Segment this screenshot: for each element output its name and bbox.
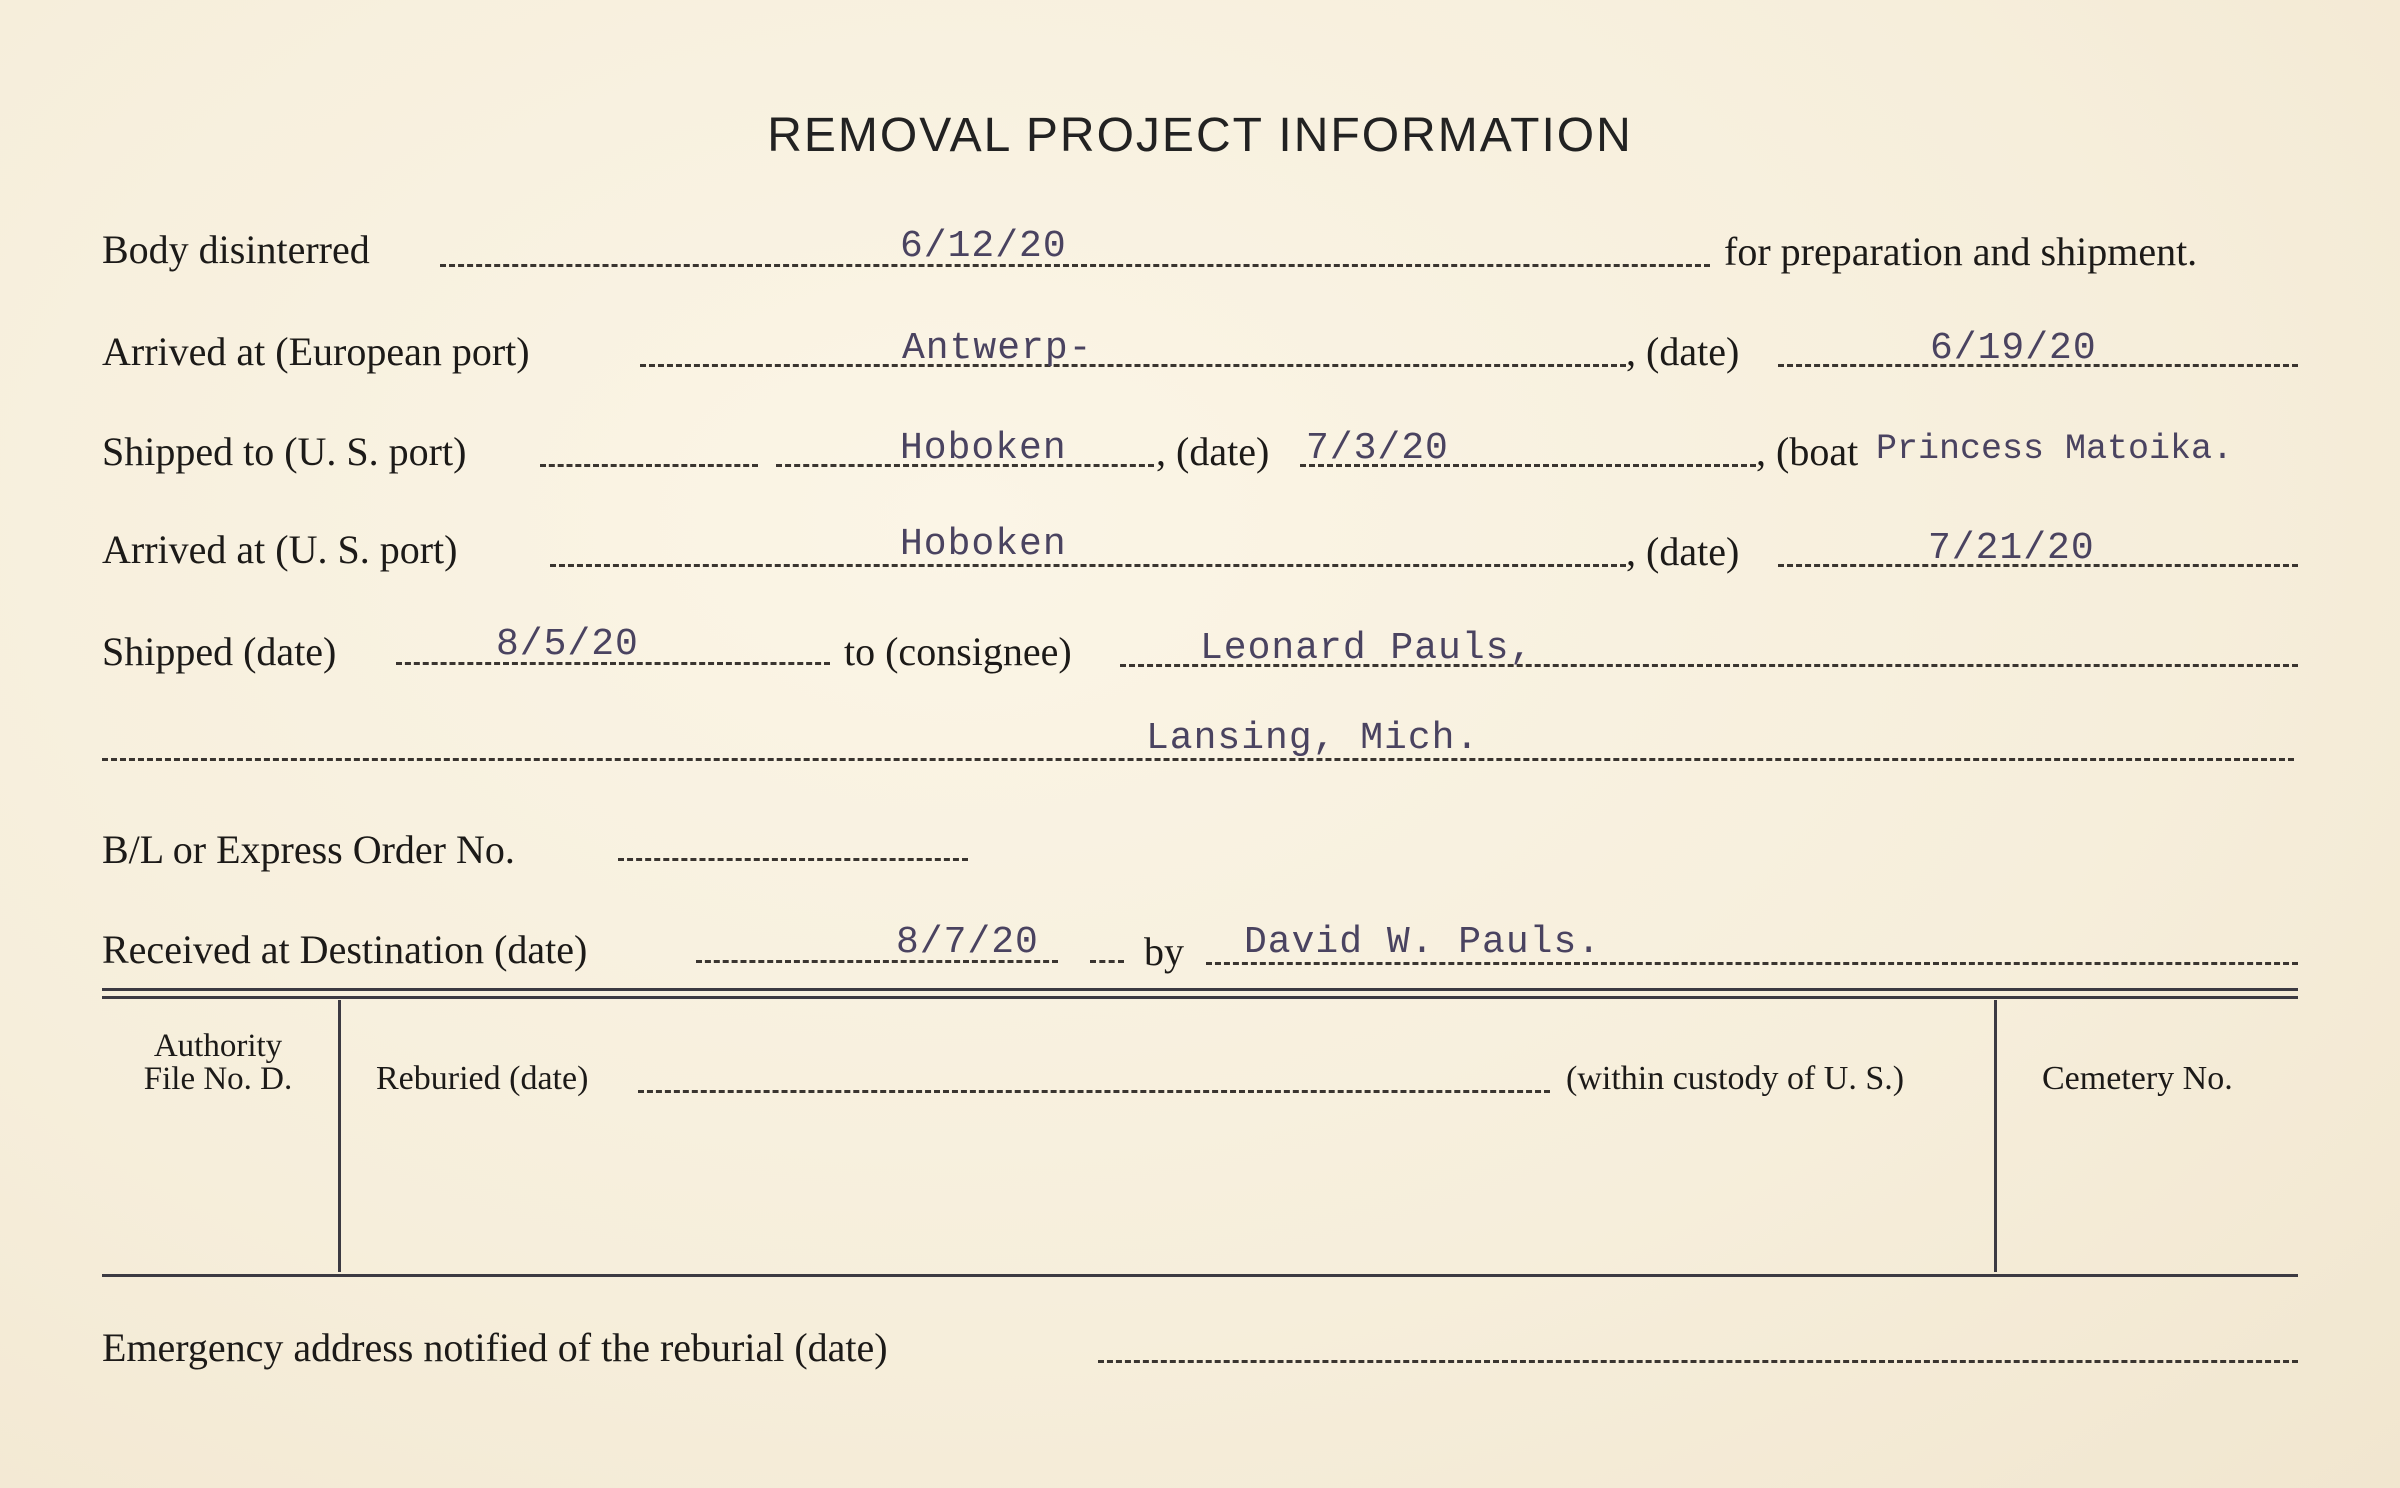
body-disinterred-suffix: for preparation and shipment. xyxy=(1724,229,2198,274)
shipped-us-date: 7/3/20 xyxy=(1306,427,1449,470)
bl-label: B/L or Express Order No. xyxy=(102,827,515,872)
received-date: 8/7/20 xyxy=(896,921,1039,964)
received-label: Received at Destination (date) xyxy=(102,927,588,972)
shipped-us-line-a xyxy=(540,464,758,467)
body-disinterred-line xyxy=(440,264,1710,267)
arrived-us-date-label: , (date) xyxy=(1626,529,1740,574)
arrived-euro-label: Arrived at (European port) xyxy=(102,329,530,374)
boat-label: , (boat xyxy=(1756,429,1859,474)
section-divider-top xyxy=(102,988,2298,991)
arrived-euro-line xyxy=(640,364,1626,367)
shipped-us-label: Shipped to (U. S. port) xyxy=(102,429,467,474)
body-disinterred-label: Body disinterred xyxy=(102,227,370,272)
arrived-euro-value: Antwerp- xyxy=(902,327,1093,370)
box-bottom-rule xyxy=(102,1274,2298,1277)
authority-line2: File No. D. xyxy=(143,1061,293,1097)
received-by: David W. Pauls. xyxy=(1244,921,1602,964)
consignee-value: Leonard Pauls, xyxy=(1200,627,1534,670)
authority-label xyxy=(118,1030,318,1096)
shipped-date-label: Shipped (date) xyxy=(102,629,337,674)
boat-value: Princess Matoika. xyxy=(1876,429,2234,469)
body-disinterred-value: 6/12/20 xyxy=(900,225,1067,268)
custody-label: (within custody of U. S.) xyxy=(1566,1060,1905,1097)
arrived-us-label: Arrived at (U. S. port) xyxy=(102,527,458,572)
bl-line xyxy=(618,858,968,861)
consignee-label: to (consignee) xyxy=(844,629,1072,674)
received-line-b xyxy=(1090,960,1124,963)
authority-divider xyxy=(338,1000,341,1272)
section-divider-bottom xyxy=(102,996,2298,999)
shipped-date-value: 8/5/20 xyxy=(496,623,639,666)
by-label: by xyxy=(1144,929,1184,974)
shipped-us-date-label: , (date) xyxy=(1156,429,1270,474)
arrived-euro-date: 6/19/20 xyxy=(1930,327,2097,370)
arrived-us-line xyxy=(550,564,1626,567)
shipped-us-value: Hoboken xyxy=(900,427,1067,470)
reburied-line xyxy=(638,1090,1550,1093)
arrived-euro-date-label: , (date) xyxy=(1626,329,1740,374)
authority-line1: Authority xyxy=(153,1028,283,1064)
arrived-us-value: Hoboken xyxy=(900,523,1067,566)
arrived-us-date: 7/21/20 xyxy=(1928,527,2095,570)
emergency-line xyxy=(1098,1360,2298,1363)
emergency-label: Emergency address notified of the reburial (date) xyxy=(102,1325,888,1370)
page-title: REMOVAL PROJECT INFORMATION xyxy=(767,109,1633,162)
cemetery-label: Cemetery No. xyxy=(2042,1060,2233,1097)
consignee-address: Lansing, Mich. xyxy=(1146,717,1480,760)
reburied-label: Reburied (date) xyxy=(376,1060,589,1097)
cemetery-divider xyxy=(1994,1000,1997,1272)
